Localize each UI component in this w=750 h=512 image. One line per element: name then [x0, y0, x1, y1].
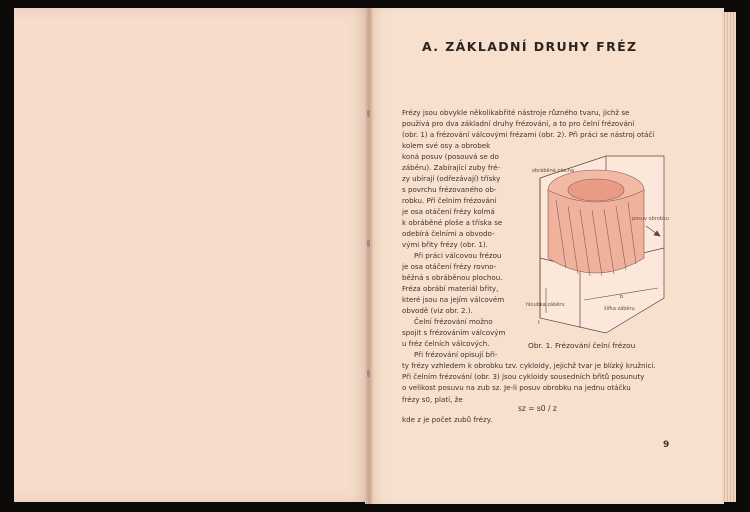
column-line: záběru). Zabírající zuby fré-	[402, 163, 500, 172]
column-line: vými břity frézy (obr. 1).	[402, 240, 488, 249]
left-page-blank	[14, 8, 369, 502]
body-line: kde z je počet zubů frézy.	[402, 415, 493, 424]
column-line: s povrchu frézovaného ob-	[402, 185, 497, 194]
figure-caption: Obr. 1. Frézování čelní frézou	[528, 341, 636, 350]
paragraph-line: (obr. 1) a frézování válcovými frézami (obr. 2). Při práci se nástroj otáčí	[402, 130, 655, 139]
label-cutting-width: šířka záběru	[604, 306, 635, 312]
column-line: kolem své osy a obrobek	[402, 141, 491, 150]
body-line: frézy s0, platí, že	[402, 395, 463, 404]
label-b: b	[620, 294, 624, 300]
column-line: Fréza obrábí materiál břity,	[402, 284, 499, 293]
body-line: Při čelním frézování (obr. 3) jsou cykloidy sousedních břitů posunuty	[402, 372, 645, 381]
column-line: robku. Při čelním frézování	[402, 196, 497, 205]
column-line: běžná s obráběnou plochou.	[402, 273, 503, 282]
column-line: odebírá čelními a obvodo-	[402, 229, 495, 238]
section-heading: A. ZÁKLADNÍ DRUHY FRÉZ	[422, 39, 638, 54]
label-machined-surface: obráběná plocha	[532, 168, 575, 174]
column-line: je osa otáčení frézy kolmá	[402, 207, 495, 216]
column-line: zy ubírají (odřezávají) třísky	[402, 174, 501, 183]
column-line: Při frézování opisují bři-	[414, 350, 498, 359]
column-line: Čelní frézování možno	[414, 317, 493, 326]
face-milling-figure	[526, 148, 672, 338]
label-feed: posuv obrobku	[632, 216, 669, 222]
label-t: t	[538, 320, 540, 326]
binding-stitch	[367, 370, 370, 377]
paragraph-line: používá pro dva základní druhy frézování, a to pro čelní frézování	[402, 119, 635, 128]
column-line: koná posuv (posouvá se do	[402, 152, 499, 161]
body-line: ty frézy vzhledem k obrobku tzv. cykloidy, jejichž tvar je blízký kružnici.	[402, 361, 656, 370]
column-line: u fréz čelních válcových.	[402, 339, 490, 348]
column-line: které jsou na jejím válcovém	[402, 295, 505, 304]
label-cutting-depth: hloubka záběru	[526, 302, 565, 308]
column-line: k obráběné ploše a tříska se	[402, 218, 503, 227]
column-line: je osa otáčení frézy rovno-	[402, 262, 497, 271]
milling-cutter	[548, 170, 644, 276]
column-line: spojit s frézováním válcovým	[402, 328, 506, 337]
feed-formula: sz = s0 / z	[518, 404, 557, 413]
paragraph-line: Frézy jsou obvykle několikabřité nástroje různého tvaru, jichž se	[402, 108, 630, 117]
column-line: obvodě (viz obr. 2.).	[402, 306, 473, 315]
page-number: 9	[663, 440, 670, 450]
book-gutter	[365, 8, 373, 504]
column-line: Při práci válcovou frézou	[414, 251, 502, 260]
binding-stitch	[367, 240, 370, 247]
binding-stitch	[367, 110, 370, 117]
page-stack-edges	[722, 12, 736, 502]
body-line: o velikost posuvu na zub sz. Je-li posuv obrobku na jednu otáčku	[402, 383, 631, 392]
